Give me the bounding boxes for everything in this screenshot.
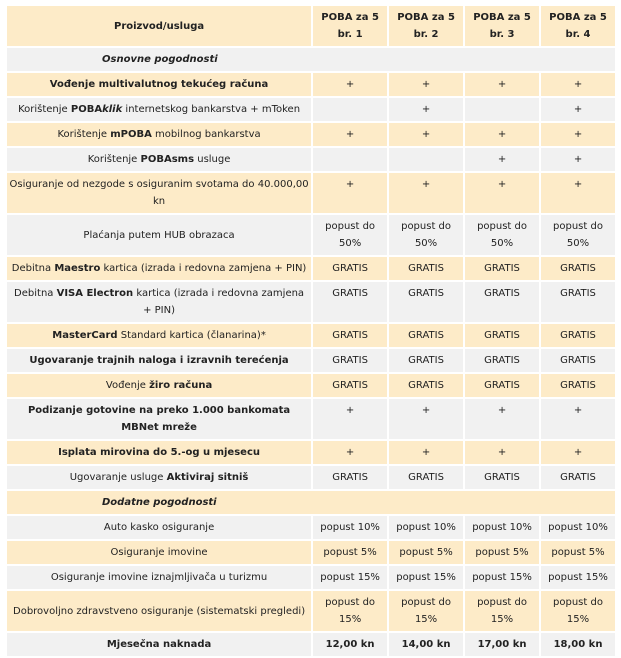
fee-row [7, 633, 615, 656]
row-label: Debitna Maestro kartica (izrada i redovna zamjena + PIN) [7, 257, 311, 280]
cell: + [389, 123, 463, 146]
cell: GRATIS [313, 349, 387, 372]
table-header-row [7, 6, 615, 46]
cell: popust do 15% [313, 591, 387, 631]
row-label: Korištenje POBAsms usluge [7, 148, 311, 171]
row-label: Osiguranje od nezgode s osiguranim svotama do 40.000,00 kn [7, 173, 311, 213]
cell: popust 5% [465, 541, 539, 564]
cell: popust 10% [541, 516, 615, 539]
table-row [7, 591, 615, 631]
cell: GRATIS [313, 324, 387, 347]
section-title-extra: Dodatne pogodnosti [7, 491, 615, 514]
cell: GRATIS [541, 324, 615, 347]
cell: GRATIS [389, 349, 463, 372]
row-label: MasterCard Standard kartica (članarina)* [7, 324, 311, 347]
cell: popust 10% [389, 516, 463, 539]
cell: + [313, 399, 387, 439]
cell: + [465, 399, 539, 439]
cell: + [313, 173, 387, 213]
table-row [7, 123, 615, 146]
row-label: Korištenje POBAklik internetskog bankarstva + mToken [7, 98, 311, 121]
row-label: Plaćanja putem HUB obrazaca [7, 215, 311, 255]
table-row [7, 516, 615, 539]
fee-value: 17,00 kn [465, 633, 539, 656]
cell: + [541, 399, 615, 439]
table-row [7, 98, 615, 121]
table-row [7, 215, 615, 255]
cell: GRATIS [541, 257, 615, 280]
cell: GRATIS [541, 466, 615, 489]
row-label: Vođenje žiro računa [7, 374, 311, 397]
cell: popust 15% [465, 566, 539, 589]
cell: GRATIS [541, 282, 615, 322]
row-label: Dobrovoljno zdravstveno osiguranje (sistematski pregledi) [7, 591, 311, 631]
header-col-3: POBA za 5 br. 3 [465, 6, 539, 46]
cell: popust do 50% [313, 215, 387, 255]
fee-value: 18,00 kn [541, 633, 615, 656]
table-row [7, 566, 615, 589]
header-product: Proizvod/usluga [7, 6, 311, 46]
cell: GRATIS [389, 324, 463, 347]
cell: GRATIS [313, 257, 387, 280]
row-label: Ugovaranje trajnih naloga i izravnih terećenja [7, 349, 311, 372]
cell: popust 5% [389, 541, 463, 564]
table-row [7, 399, 615, 439]
header-col-2: POBA za 5 br. 2 [389, 6, 463, 46]
header-col-4: POBA za 5 br. 4 [541, 6, 615, 46]
header-col-1: POBA za 5 br. 1 [313, 6, 387, 46]
fee-label: Mjesečna naknada [7, 633, 311, 656]
cell: GRATIS [313, 466, 387, 489]
cell: popust do 50% [541, 215, 615, 255]
cell: GRATIS [465, 282, 539, 322]
table-row [7, 441, 615, 464]
benefits-table [5, 4, 617, 658]
cell: + [541, 98, 615, 121]
row-label: Osiguranje imovine [7, 541, 311, 564]
cell: GRATIS [313, 374, 387, 397]
cell: popust do 15% [541, 591, 615, 631]
cell [389, 148, 463, 171]
table-row [7, 324, 615, 347]
cell: GRATIS [313, 282, 387, 322]
section-row-extra [7, 491, 615, 514]
cell: popust 15% [313, 566, 387, 589]
row-label: Auto kasko osiguranje [7, 516, 311, 539]
cell: popust 5% [541, 541, 615, 564]
row-label: Osiguranje imovine iznajmljivača u turizmu [7, 566, 311, 589]
cell: GRATIS [389, 282, 463, 322]
cell: GRATIS [389, 466, 463, 489]
cell: GRATIS [389, 257, 463, 280]
cell: popust 15% [541, 566, 615, 589]
table-row [7, 148, 615, 171]
fee-value: 12,00 kn [313, 633, 387, 656]
cell: + [541, 148, 615, 171]
cell: + [389, 399, 463, 439]
cell [313, 148, 387, 171]
cell: + [389, 173, 463, 213]
cell: + [465, 73, 539, 96]
cell: + [465, 148, 539, 171]
cell: + [313, 123, 387, 146]
cell: popust 10% [313, 516, 387, 539]
cell: popust do 15% [465, 591, 539, 631]
cell: + [465, 173, 539, 213]
cell [313, 98, 387, 121]
cell: GRATIS [465, 349, 539, 372]
section-title-basic: Osnovne pogodnosti [7, 48, 615, 71]
cell: GRATIS [465, 257, 539, 280]
fee-value: 14,00 kn [389, 633, 463, 656]
cell: popust do 50% [389, 215, 463, 255]
cell: + [541, 73, 615, 96]
cell: GRATIS [465, 324, 539, 347]
cell: GRATIS [465, 374, 539, 397]
cell: popust do 50% [465, 215, 539, 255]
cell: + [389, 441, 463, 464]
cell: popust do 15% [389, 591, 463, 631]
table-row [7, 73, 615, 96]
cell: GRATIS [465, 466, 539, 489]
section-row-basic [7, 48, 615, 71]
cell: + [465, 123, 539, 146]
cell: + [541, 441, 615, 464]
row-label: Debitna VISA Electron kartica (izrada i redovna zamjena + PIN) [7, 282, 311, 322]
table-row [7, 257, 615, 280]
cell: + [541, 123, 615, 146]
table-row [7, 282, 615, 322]
cell: popust 10% [465, 516, 539, 539]
row-label: Ugovaranje usluge Aktiviraj sitniš [7, 466, 311, 489]
cell: popust 15% [389, 566, 463, 589]
cell: + [541, 173, 615, 213]
table-row [7, 466, 615, 489]
cell: + [389, 73, 463, 96]
cell: + [313, 73, 387, 96]
row-label: Isplata mirovina do 5.-og u mjesecu [7, 441, 311, 464]
cell: GRATIS [541, 374, 615, 397]
table-row [7, 173, 615, 213]
cell: + [465, 441, 539, 464]
cell: popust 5% [313, 541, 387, 564]
cell: GRATIS [389, 374, 463, 397]
cell: + [313, 441, 387, 464]
table-row [7, 349, 615, 372]
cell: + [389, 98, 463, 121]
row-label: Vođenje multivalutnog tekućeg računa [7, 73, 311, 96]
table-row [7, 541, 615, 564]
table-row [7, 374, 615, 397]
cell: GRATIS [541, 349, 615, 372]
row-label: Korištenje mPOBA mobilnog bankarstva [7, 123, 311, 146]
row-label: Podizanje gotovine na preko 1.000 bankomata MBNet mreže [7, 399, 311, 439]
cell [465, 98, 539, 121]
